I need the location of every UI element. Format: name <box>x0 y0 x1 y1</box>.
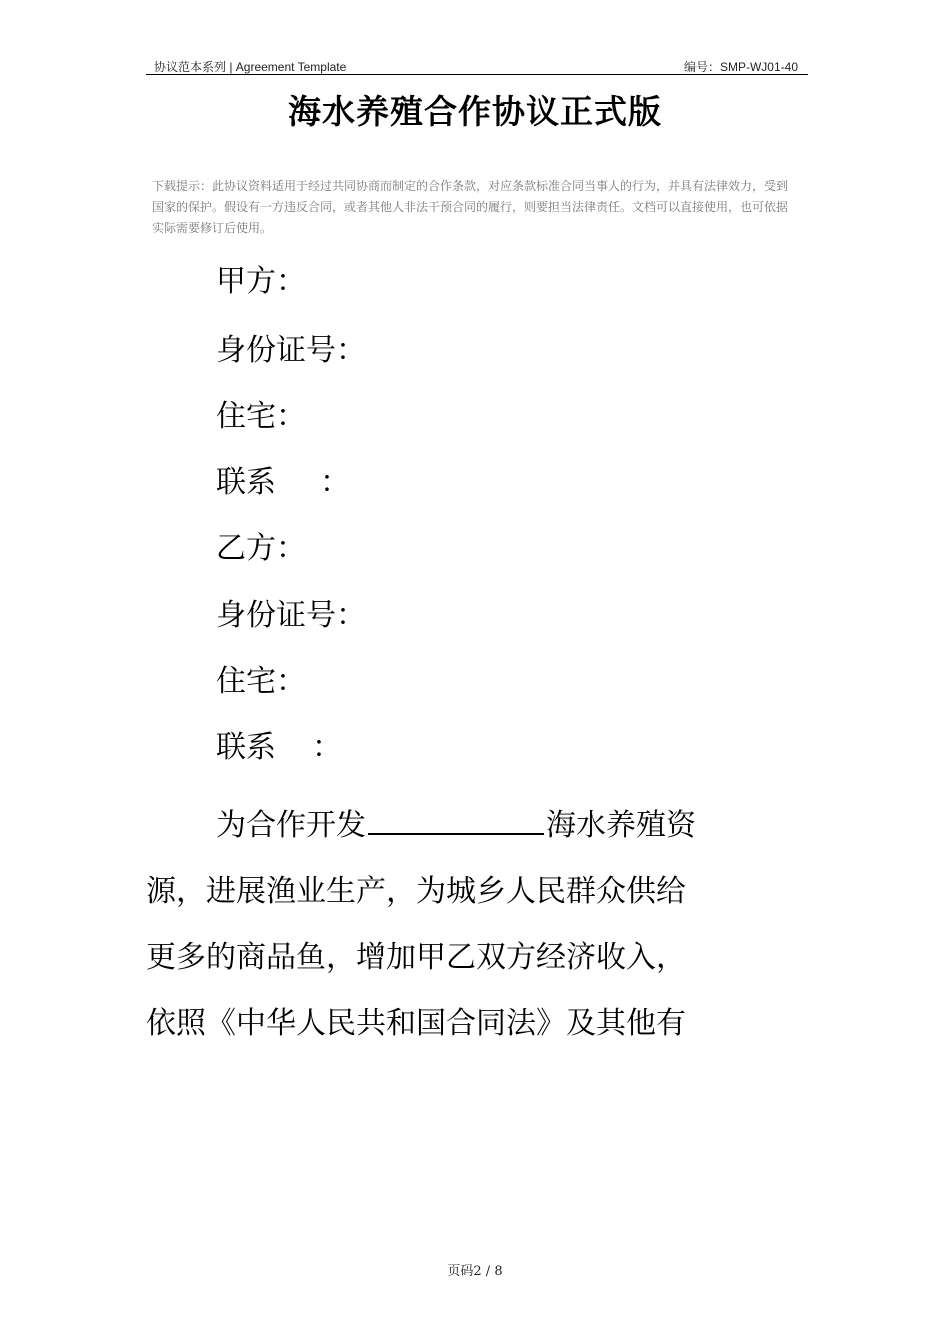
body-line-2: 源，进展渔业生产，为城乡人民群众供给 <box>146 874 686 909</box>
body-line-1-before: 为合作开发 <box>216 808 366 843</box>
page-header <box>146 56 808 75</box>
party-b-contact-label: 联系 <box>216 730 276 765</box>
header-series: 协议范本系列 | Agreement Template <box>154 60 347 74</box>
party-a-contact <box>216 463 350 503</box>
party-b-contact <box>216 728 342 768</box>
body-line-3: 更多的商品鱼，增加甲乙双方经济收入， <box>146 940 686 975</box>
agreement-body <box>146 793 746 1057</box>
body-line-4: 依照《中华人民共和国合同法》及其他有 <box>146 1006 686 1041</box>
party-a-contact-label: 联系 <box>216 465 276 500</box>
party-b-id: 身份证号： <box>216 598 366 633</box>
fill-in-blank <box>368 793 544 835</box>
page-number: 页码2 / 8 <box>447 1264 503 1279</box>
body-line-1-after: 海水养殖资 <box>546 808 696 843</box>
body-line-1 <box>146 793 746 859</box>
party-a-name: 甲方： <box>216 264 306 299</box>
party-a-contact-colon: ： <box>320 465 350 500</box>
party-a-id: 身份证号： <box>216 333 366 368</box>
download-notice: 下载提示：此协议资料适用于经过共同协商而制定的合作条款，对应条款标准合同当事人的行为，并具有法律效力，受到国家的保护。假设有一方违反合同，或者其他人非法干预合同的履行，则要担当法律责任。文档可以直接使用，也可依据实际需要修订后使用。 <box>152 179 789 235</box>
party-a-address: 住宅： <box>216 399 306 434</box>
header-doc-number: 编号：SMP-WJ01-40 <box>683 60 798 74</box>
party-b-name: 乙方： <box>216 531 306 566</box>
party-b-address: 住宅： <box>216 664 306 699</box>
document-title: 海水养殖合作协议正式版 <box>288 92 662 131</box>
party-b-contact-colon: ： <box>312 730 342 765</box>
